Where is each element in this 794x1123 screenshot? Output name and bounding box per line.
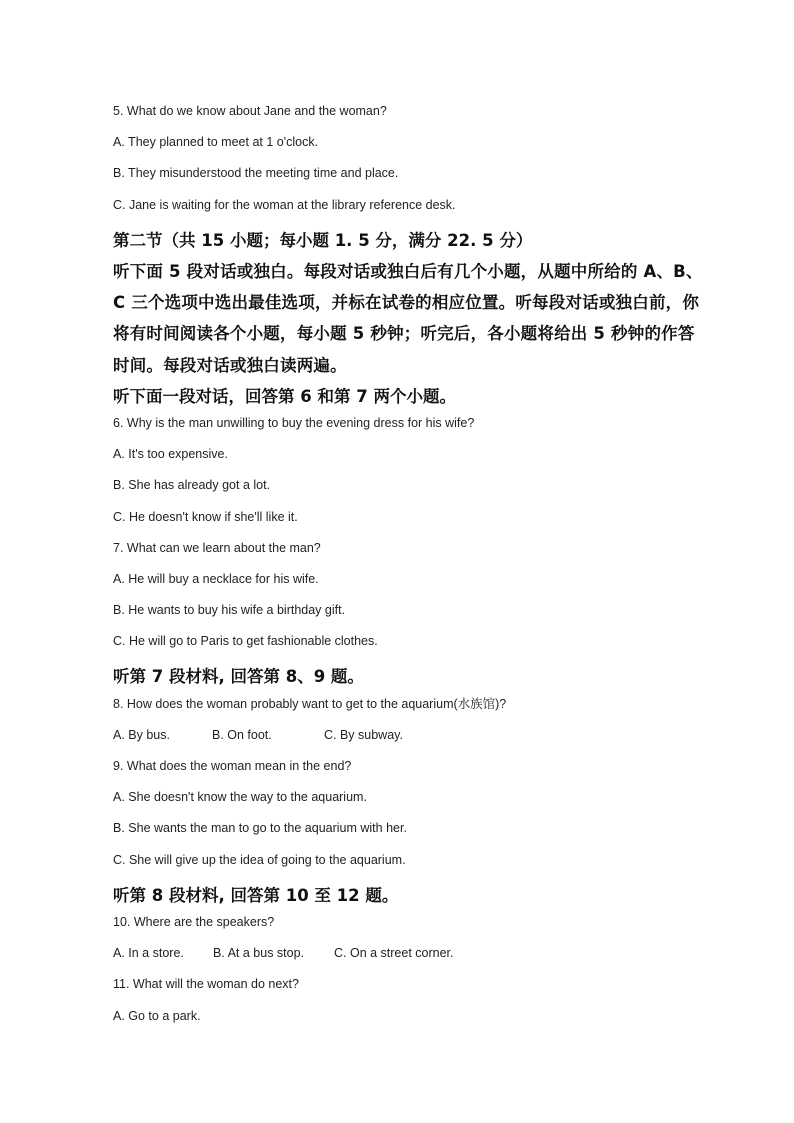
question-8-option-b: B. On foot. xyxy=(212,727,272,742)
question-9-option-a: A. She doesn't know the way to the aquarium. xyxy=(113,790,367,805)
question-5-option-b: B. They misunderstood the meeting time and place. xyxy=(113,166,399,181)
question-9-option-b: B. She wants the man to go to the aquarium with her. xyxy=(113,821,407,836)
dialog-6-7-heading: 听下面一段对话，回答第 6 和第 7 两个小题。 xyxy=(113,386,456,406)
question-7: 7. What can we learn about the man? xyxy=(113,540,321,555)
question-9-option-c: C. She will give up the idea of going to the aquarium. xyxy=(113,852,406,867)
question-8-options xyxy=(113,724,703,755)
material-7-heading: 听第 7 段材料, 回答第 8、9 题。 xyxy=(113,667,364,687)
question-10-option-a: A. In a store. xyxy=(113,946,184,961)
question-8: 8. How does the woman probably want to get to the aquarium(水族馆)? xyxy=(113,696,507,711)
exam-page xyxy=(113,100,703,1036)
question-10-options xyxy=(113,942,703,973)
question-6-option-a: A. It's too expensive. xyxy=(113,447,228,462)
question-9: 9. What does the woman mean in the end? xyxy=(113,759,352,773)
question-11: 11. What will the woman do next? xyxy=(113,977,299,992)
question-5-option-a: A. They planned to meet at 1 o'clock. xyxy=(113,135,319,150)
question-8-option-a: A. By bus. xyxy=(113,727,170,742)
question-5-option-c: C. Jane is waiting for the woman at the library reference desk. xyxy=(113,197,456,212)
material-8-heading: 听第 8 段材料, 回答第 10 至 12 题。 xyxy=(113,885,399,905)
section-2-instructions: 听下面 5 段对话或独白。每段对话或独白后有几个小题，从题中所给的 A、B、C 三个选项中选出最佳选项，并标在试卷的相应位置。听每段对话或独白前，你将有时间阅读各个小题，每小题 5 秒钟；听完后，各小题将给出 5 秒钟的作答时间。每段对话或独白读两遍。 xyxy=(113,261,703,375)
question-11-option-a: A. Go to a park. xyxy=(113,1008,201,1023)
question-7-option-a: A. He will buy a necklace for his wife. xyxy=(113,571,319,586)
question-6-option-b: B. She has already got a lot. xyxy=(113,478,271,493)
question-10: 10. Where are the speakers? xyxy=(113,914,275,929)
question-10-option-c: C. On a street corner. xyxy=(334,946,454,961)
question-7-option-c: C. He will go to Paris to get fashionable clothes. xyxy=(113,634,378,649)
question-6: 6. Why is the man unwilling to buy the evening dress for his wife? xyxy=(113,415,475,430)
question-7-option-b: B. He wants to buy his wife a birthday gift. xyxy=(113,603,346,618)
question-8-option-c: C. By subway. xyxy=(324,727,403,742)
question-5: 5. What do we know about Jane and the woman? xyxy=(113,104,387,118)
question-6-option-c: C. He doesn't know if she'll like it. xyxy=(113,509,298,524)
section-2-heading: 第二节（共 15 小题；每小题 1. 5 分，满分 22. 5 分） xyxy=(113,230,533,250)
question-10-option-b: B. At a bus stop. xyxy=(213,946,305,961)
